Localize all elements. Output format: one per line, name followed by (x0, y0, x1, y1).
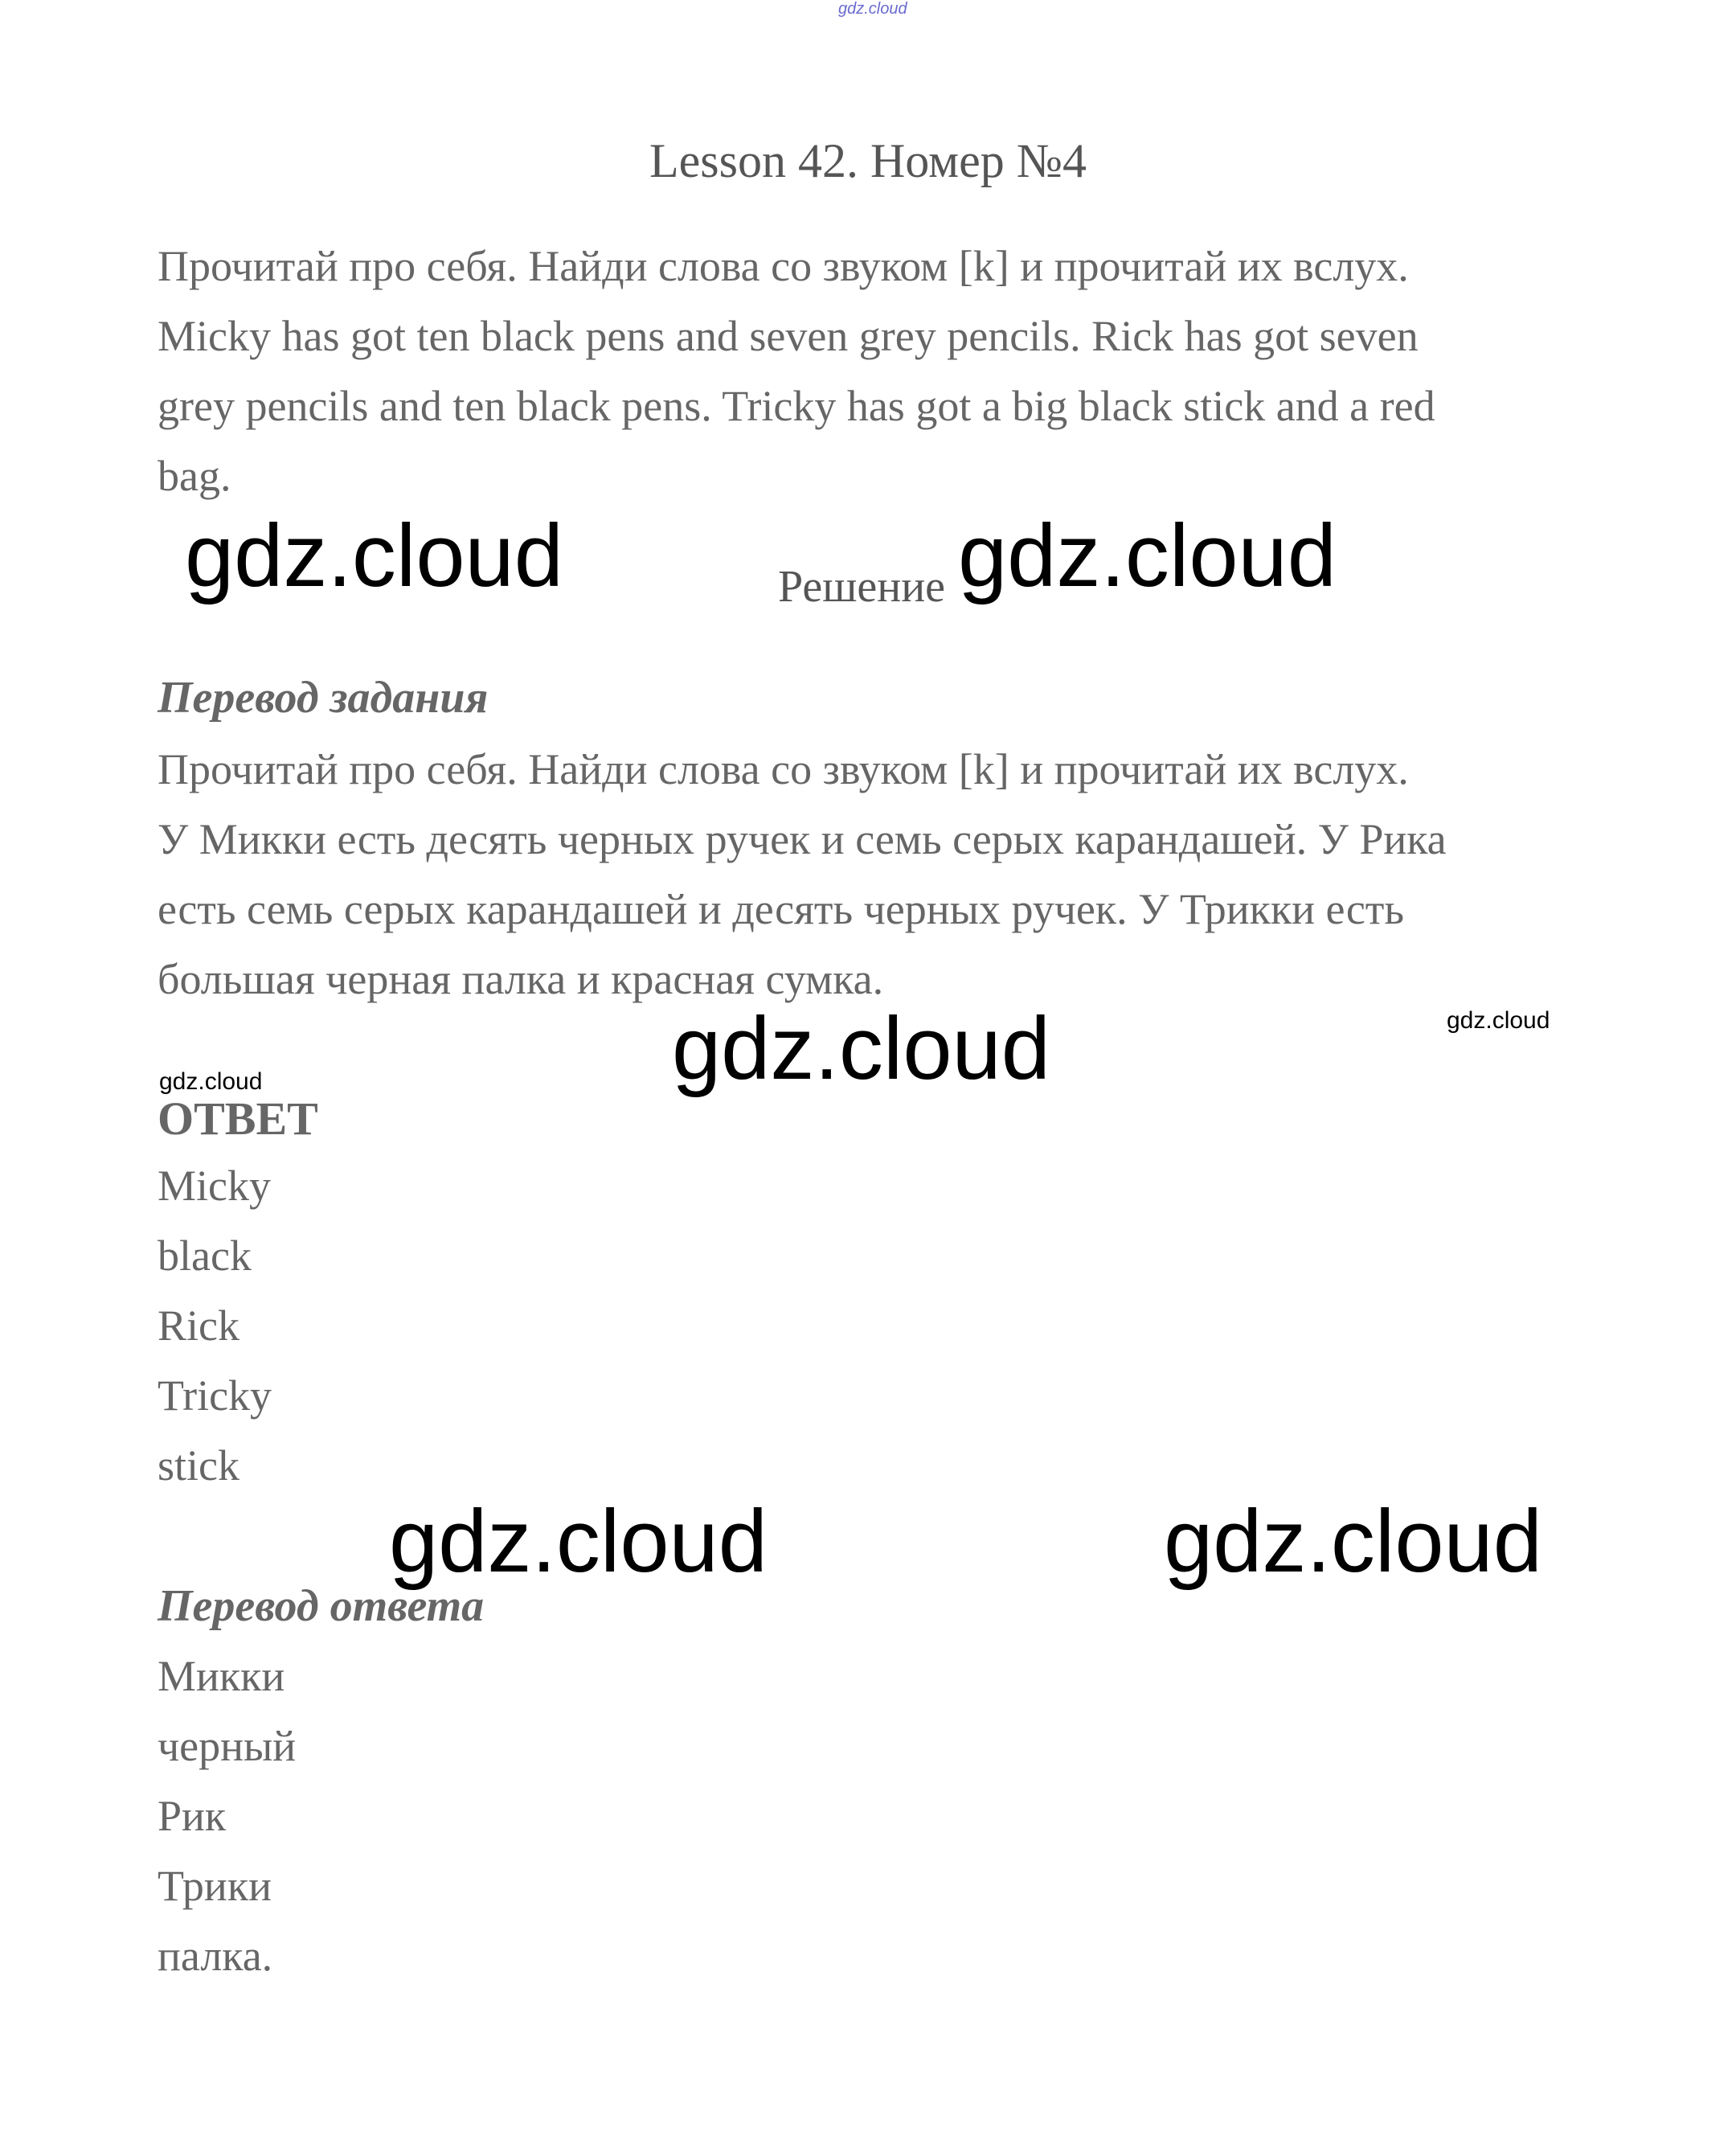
answer-translation-item: Микки (158, 1652, 285, 1700)
translation-line: У Микки есть десять черных ручек и семь серых карандашей. У Рика (158, 815, 1447, 863)
answer-translation-item: палка. (158, 1932, 273, 1980)
answer-heading: ОТВЕТ (158, 1092, 318, 1145)
answer-list (158, 1151, 272, 1501)
task-line: Прочитай про себя. Найди слова со звуком [k] и прочитай их вслух. (158, 242, 1409, 290)
watermark: gdz.cloud (1164, 1492, 1542, 1591)
watermark-small: gdz.cloud (1447, 1007, 1550, 1034)
watermark: gdz.cloud (185, 506, 563, 605)
task-line: Micky has got ten black pens and seven grey pencils. Rick has got seven (158, 312, 1419, 360)
top-watermark: gdz.cloud (838, 0, 907, 18)
task-translation-text (158, 735, 1447, 1014)
answer-translation-list (158, 1641, 296, 1991)
solution-label: Решение (778, 562, 946, 612)
answer-translation-item: Трики (158, 1862, 272, 1910)
translation-line: большая черная палка и красная сумка. (158, 955, 884, 1003)
answer-translation-item: Рик (158, 1792, 227, 1840)
task-line: grey pencils and ten black pens. Tricky has got a big black stick and a red (158, 382, 1435, 430)
task-line: bag. (158, 452, 231, 500)
page-title: Lesson 42. Номер №4 (649, 134, 1087, 187)
answer-translation-heading: Перевод ответа (158, 1581, 485, 1631)
answer-translation-item: черный (158, 1722, 297, 1770)
watermark: gdz.cloud (389, 1492, 768, 1591)
watermark-small: gdz.cloud (159, 1068, 263, 1095)
translation-line: есть семь серых карандашей и десять черных ручек. У Трикки есть (158, 885, 1405, 933)
answer-item: Tricky (158, 1371, 272, 1420)
watermark: gdz.cloud (672, 999, 1050, 1098)
answer-item: black (158, 1231, 252, 1280)
answer-item: Micky (158, 1162, 271, 1210)
watermark: gdz.cloud (958, 506, 1337, 605)
answer-item: stick (158, 1441, 240, 1490)
task-translation-heading: Перевод задания (158, 673, 489, 723)
answer-item: Rick (158, 1301, 240, 1350)
translation-line: Прочитай про себя. Найди слова со звуком [k] и прочитай их вслух. (158, 745, 1409, 793)
task-text (158, 232, 1435, 511)
